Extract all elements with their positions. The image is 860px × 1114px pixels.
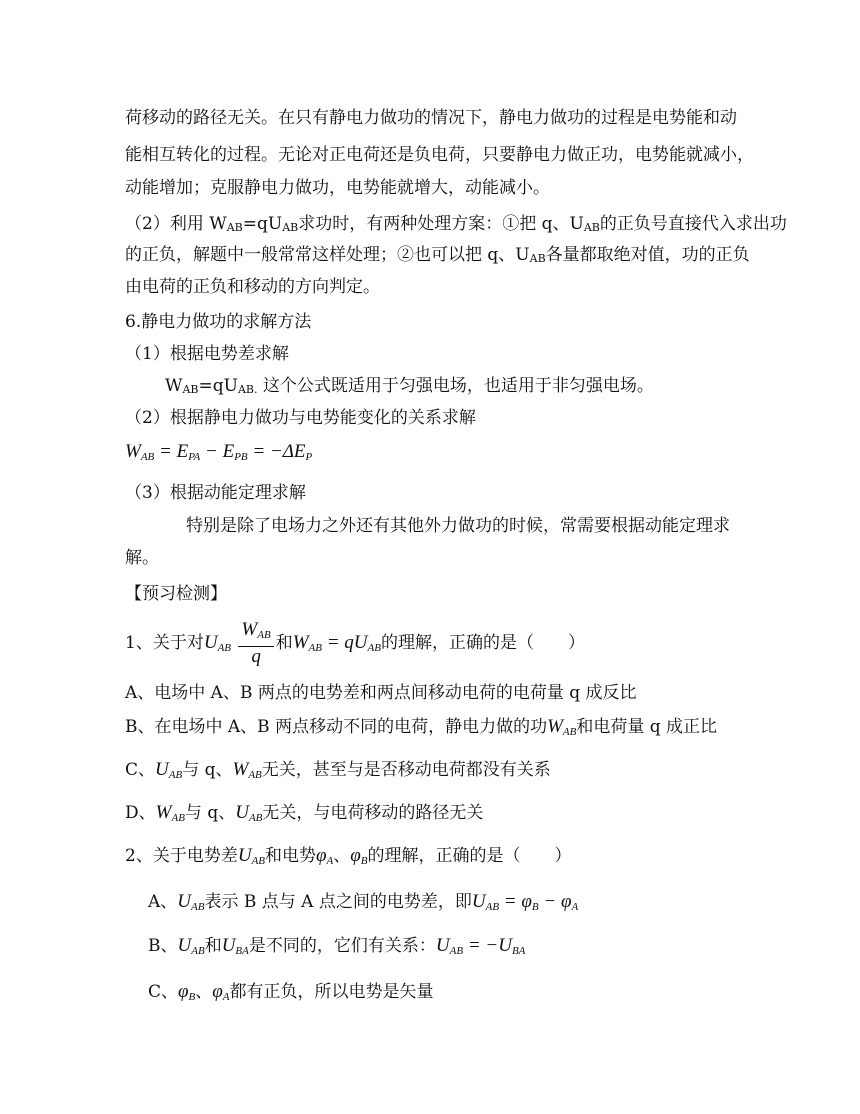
question2-stem: 2、关于电势差$U_{AB}$和电势$\varphi_A$、$\varphi_B$的理解，正确的是（ ） <box>125 845 572 867</box>
q2-option-c: C、$\varphi_B$、$\varphi_A$都有正负，所以电势是矢量 <box>148 981 434 1003</box>
para1-line3: 动能增加；克服静电力做功，电势能就增大，动能减小。 <box>125 178 550 198</box>
method3-heading: （3）根据动能定理求解 <box>125 483 306 503</box>
method1-heading: （1）根据电势差求解 <box>125 344 289 364</box>
para1-line1: 荷移动的路径无关。在只有静电力做功的情况下，静电力做功的过程是电势能和动 <box>125 108 737 128</box>
q2-option-b: B、$U_{AB}$和$U_{BA}$是不同的，它们有关系：$U_{AB} = -U_{BA}$ <box>148 935 526 957</box>
para1-line2: 能相互转化的过程。无论对正电荷还是负电荷，只要静电力做正功，电势能就减小， <box>125 145 754 165</box>
method2-heading: （2）根据静电力做功与电势能变化的关系求解 <box>125 408 476 428</box>
fraction-w-over-q: $\frac{W_{AB}}{q}$ <box>238 620 273 667</box>
q2-option-a: A、$U_{AB}$表示 B 点与 A 点之间的电势差，即$U_{AB} = \varphi_B - \varphi_A$ <box>148 891 579 913</box>
para2-line3: 由电荷的正负和移动的方向判定。 <box>125 277 380 297</box>
question1-stem: 1、关于对$U_{AB}$ $\frac{W_{AB}}{q}$ 和$W_{AB} = qU_{AB}$的理解，正确的是（ ） <box>125 619 585 667</box>
method3-text-line1: 特别是除了电场力之外还有其他外力做功的时候，常需要根据动能定理求 <box>186 516 730 536</box>
method2-formula: $W_{AB} = E_{PA} - E_{PB} = -\Delta E_P$ <box>125 441 313 463</box>
preview-heading: 【预习检测】 <box>125 584 227 604</box>
method1-formula-line: WAB=qUAB. 这个公式既适用于匀强电场，也适用于非匀强电场。 <box>165 376 654 396</box>
q1-option-d: D、$W_{AB}$与 q、$U_{AB}$无关，与电荷移动的路径无关 <box>125 802 484 824</box>
section6-title: 6.静电力做功的求解方法 <box>125 312 312 332</box>
q1-option-a: A、电场中 A、B 两点的电势差和两点间移动电荷的电荷量 q 成反比 <box>125 683 637 703</box>
q1-option-c: C、$U_{AB}$与 q、$W_{AB}$无关，甚至与是否移动电荷都没有关系 <box>125 759 551 781</box>
para2-line1: （2）利用 WAB=qUAB求功时，有两种处理方案：①把 q、UAB的正负号直接代入求出功 <box>125 214 787 234</box>
para2-line2: 的正负，解题中一般常常这样处理；②也可以把 q、UAB各量都取绝对值，功的正负 <box>125 245 750 265</box>
method3-text-line2: 解。 <box>125 548 159 568</box>
q1-option-b: B、在电场中 A、B 两点移动不同的电荷，静电力做的功$W_{AB}$和电荷量 q 成正比 <box>125 716 718 738</box>
